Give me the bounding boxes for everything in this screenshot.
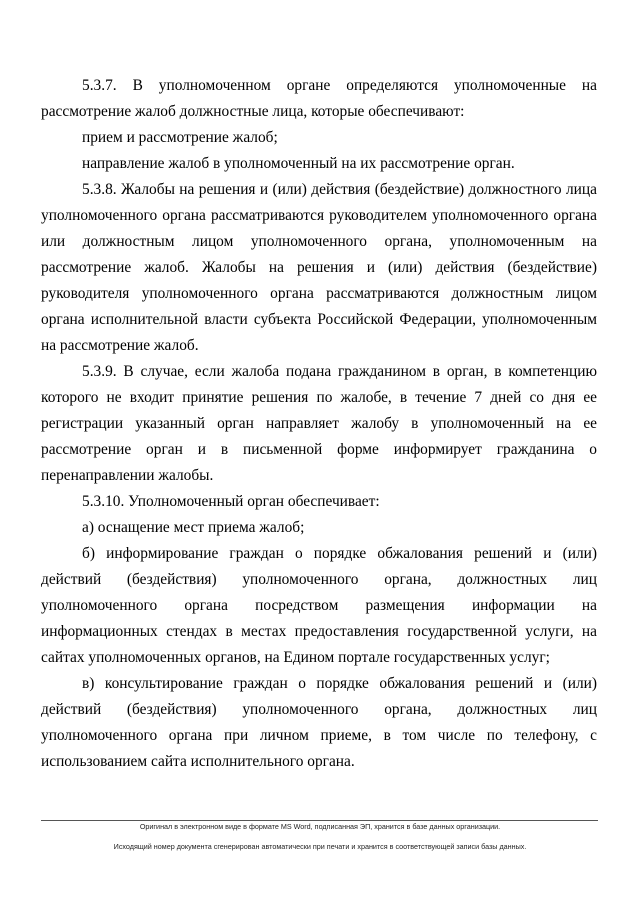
paragraph-5-3-10: 5.3.10. Уполномоченный орган обеспечивает: [82, 493, 380, 510]
footer-original-note: Оригинал в электронном виде в формате MS Word, подписанная ЭП, хранится в базе данных организации. [139, 822, 501, 831]
paragraph-receive-complaints: прием и рассмотрение жалоб; [82, 129, 278, 146]
footer-divider [41, 820, 598, 821]
document-body [41, 73, 597, 775]
paragraph-5-3-8: 5.3.8. Жалобы на решения и (или) действия (бездействие) должностного лица уполномоченного органа рассматриваются руководителем уполномоченного органа или должностным лицом уполномоченного органа, уполномоченным на рассмотрение жалоб. Жалобы на решения и (или) действия (бездействие) руководителя уполномоченного органа рассматриваются должностным лицом органа исполнительной власти субъекта Российской Федерации, уполномоченным на рассмотрение жалоб. [41, 181, 597, 354]
paragraph-5-3-9: 5.3.9. В случае, если жалоба подана гражданином в орган, в компетенцию которого не входит принятие решения по жалобе, в течение 7 дней со дня ее регистрации указанный орган направляет жалобу в уполномоченный на ее рассмотрение орган и в письменной форме информирует гражданина о перенаправлении жалобы. [41, 363, 597, 484]
paragraph-item-a: а) оснащение мест приема жалоб; [82, 519, 305, 536]
paragraph-5-3-7: 5.3.7. В уполномоченном органе определяются уполномоченные на рассмотрение жалоб должностные лица, которые обеспечивают: [41, 77, 597, 120]
paragraph-item-v: в) консультирование граждан о порядке обжалования решений и (или) действий (бездействия) уполномоченного органа, должностных лиц уполномоченного органа при личном приеме, в том числе по телефону, с использованием сайта исполнительного органа. [41, 675, 597, 770]
footer-number-note: Исходящий номер документа сгенерирован автоматически при печати и хранится в соответствующей записи базы данных. [113, 842, 527, 851]
paragraph-item-b: б) информирование граждан о порядке обжалования решений и (или) действий (бездействия) уполномоченного органа, должностных лиц уполномоченного органа посредством размещения информации на информационных стендах в местах предоставления государственной услуги, на сайтах уполномоченных органов, на Едином портале государственных услуг; [41, 545, 597, 666]
paragraph-forward-complaints: направление жалоб в уполномоченный на их рассмотрение орган. [82, 155, 515, 172]
